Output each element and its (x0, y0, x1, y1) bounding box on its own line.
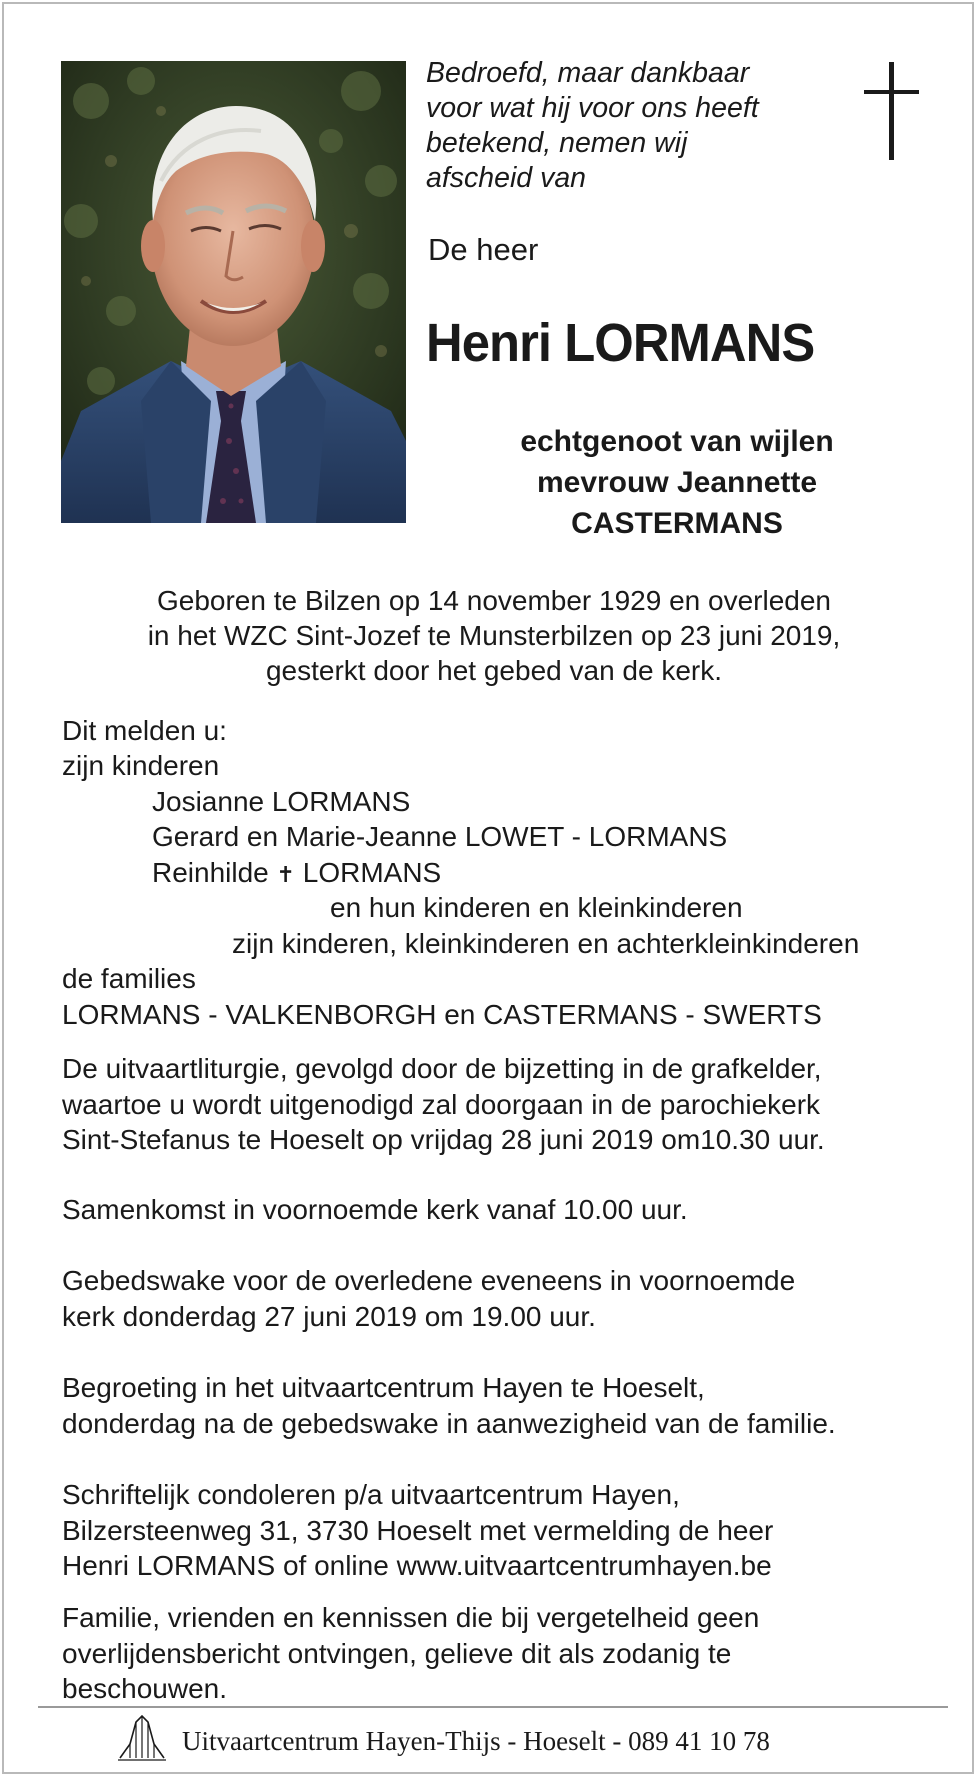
condolences-line: Henri LORMANS of online www.uitvaartcentrumhayen.be (62, 1550, 772, 1581)
footer (116, 1714, 876, 1766)
cross-icon (864, 62, 924, 162)
intro-line: Bedroefd, maar dankbaar (426, 57, 750, 89)
funeral-line: De uitvaartliturgie, gevolgd door de bijzetting in de grafkelder, (62, 1053, 822, 1084)
spouse-line: mevrouw Jeannette (536, 466, 818, 499)
deceased-name: Henri LORMANS (426, 313, 815, 373)
spouse-text (422, 421, 932, 544)
notice-line: Familie, vrienden en kennissen die bij vergetelheid geen (62, 1602, 760, 1633)
funeral-text (62, 1051, 942, 1158)
birth-line: Geboren te Bilzen op 14 november 1929 en overleden (156, 585, 832, 616)
portrait-photo (61, 61, 406, 523)
grandchildren-line: en hun kinderen en kleinkinderen (330, 892, 743, 923)
greeting-text (62, 1370, 942, 1441)
family-announce: Dit melden u: (62, 715, 227, 746)
condolences-line: Bilzersteenweg 31, 3730 Hoeselt met vermelding de heer (62, 1514, 774, 1546)
birth-death-text (64, 583, 924, 688)
child-name: Gerard en Marie-Jeanne LOWET - LORMANS (152, 821, 728, 852)
vigil-line: kerk donderdag 27 juni 2019 om 19.00 uur. (62, 1300, 596, 1332)
notice-line: overlijdensbericht ontvingen, gelieve dit als zodanig te (62, 1637, 732, 1669)
families-names: LORMANS - VALKENBORGH en CASTERMANS - SWERTS (62, 999, 822, 1030)
child-name: Josianne LORMANS (152, 786, 411, 817)
child-last-name: LORMANS (302, 857, 442, 888)
spouse-line: echtgenoot van wijlen (520, 425, 834, 458)
child-first-name: Reinhilde (152, 857, 269, 888)
condolences-text (62, 1477, 942, 1584)
gathering-text (62, 1192, 942, 1228)
gothic-arch-logo-icon (116, 1714, 168, 1764)
birth-line: in het WZC Sint-Jozef te Munsterbilzen op 23 juni 2019, (147, 620, 841, 651)
birth-line: gesterkt door het gebed van de kerk. (265, 655, 723, 686)
portrait-illustration (61, 61, 406, 523)
families-label: de families (62, 963, 196, 994)
descendants-line: zijn kinderen, kleinkinderen en achterkleinkinderen (232, 928, 860, 959)
footer-divider (38, 1706, 948, 1708)
intro-line: afscheid van (426, 162, 587, 194)
gathering-line: Samenkomst in voornoemde kerk vanaf 10.00 uur. (62, 1194, 688, 1225)
intro-line: voor wat hij voor ons heeft (426, 92, 759, 124)
notice-line: beschouwen. (62, 1673, 228, 1704)
condolences-line: Schriftelijk condoleren p/a uitvaartcentrum Hayen, (62, 1479, 680, 1510)
vigil-text (62, 1263, 942, 1334)
footer-text: Uitvaartcentrum Hayen-Thijs - Hoeselt - 089 41 10 78 (182, 1726, 770, 1756)
funeral-line: Sint-Stefanus te Hoeselt op vrijdag 28 juni 2019 om10.30 uur. (62, 1124, 825, 1155)
intro-line: betekend, nemen wij (426, 127, 688, 159)
small-cross-icon: ✝ (276, 863, 295, 888)
child-name-deceased (152, 857, 441, 889)
children-label: zijn kinderen (62, 750, 220, 781)
obituary-card (2, 2, 974, 1774)
notice-text (62, 1600, 942, 1707)
greeting-line: donderdag na de gebedswake in aanwezigheid van de familie. (62, 1407, 836, 1439)
spouse-line: CASTERMANS (571, 507, 783, 540)
intro-text (426, 56, 826, 196)
vigil-line: Gebedswake voor de overledene eveneens in voornoemde (62, 1265, 796, 1296)
honorific: De heer (428, 232, 539, 267)
funeral-line: waartoe u wordt uitgenodigd zal doorgaan in de parochiekerk (62, 1088, 821, 1120)
greeting-line: Begroeting in het uitvaartcentrum Hayen te Hoeselt, (62, 1372, 705, 1403)
